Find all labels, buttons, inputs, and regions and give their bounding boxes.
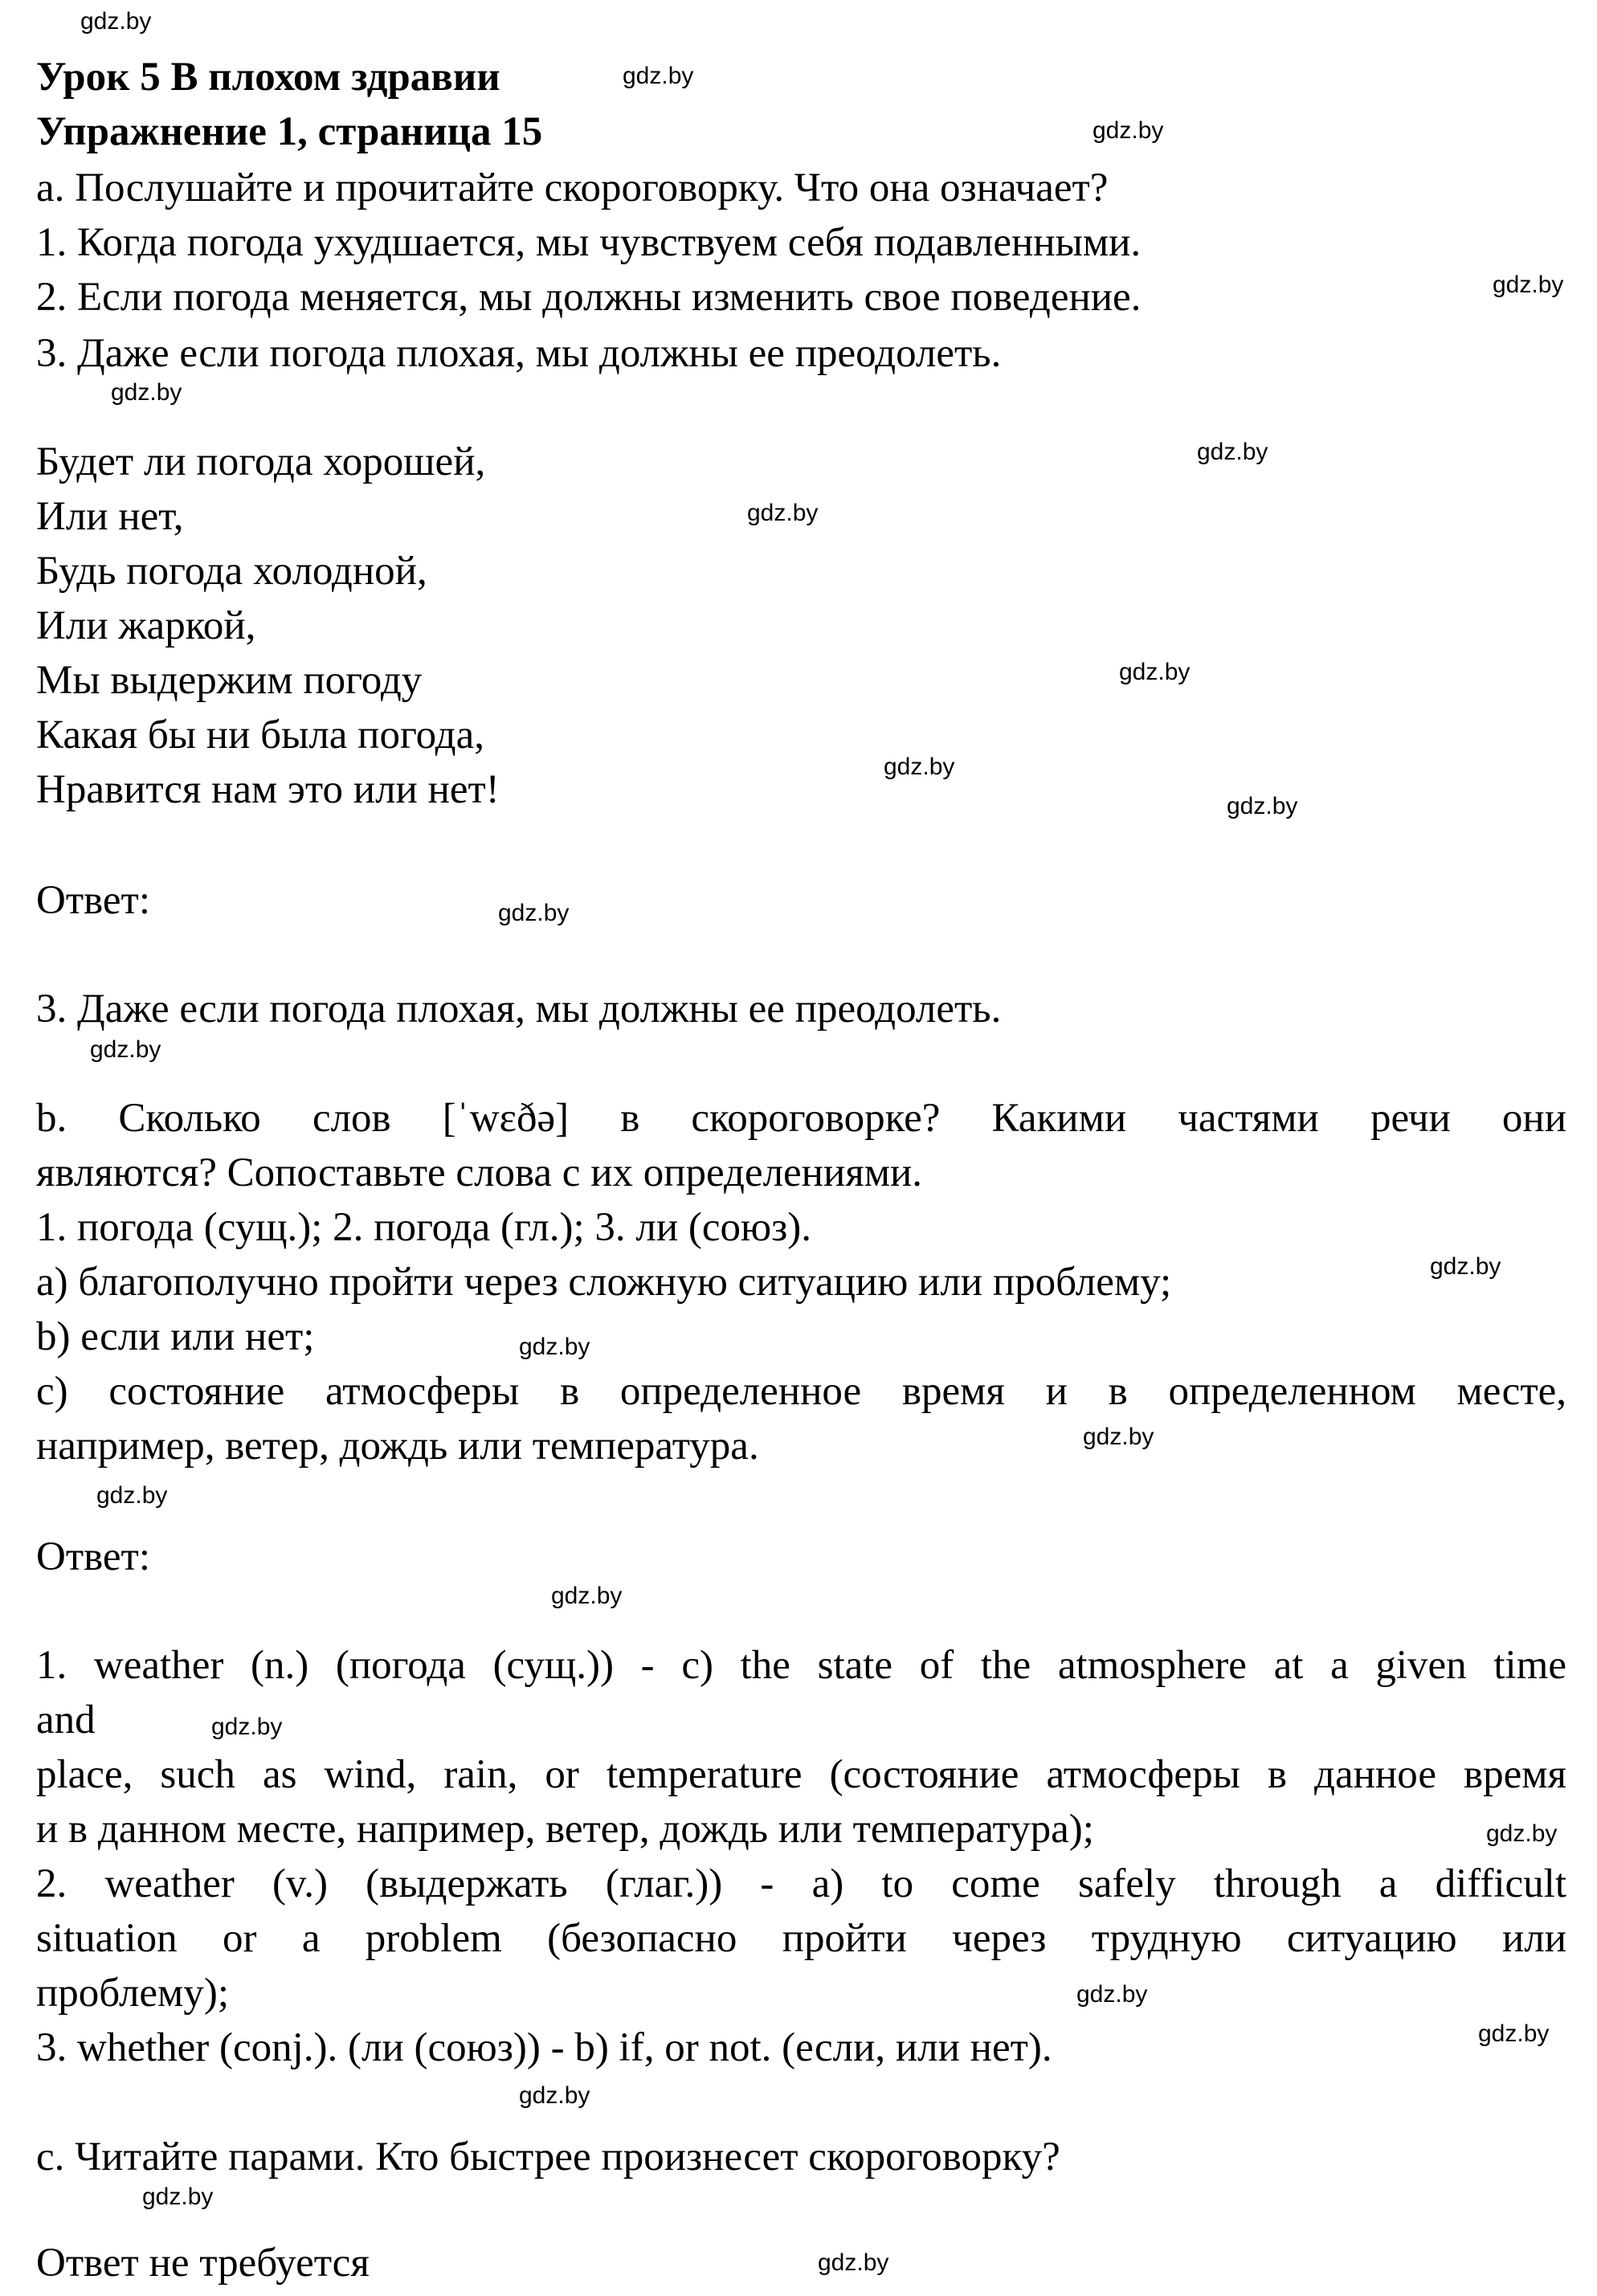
part-b-answer-line-3: place, such as wind, rain, or temperature (состояние атмосферы в данное время <box>36 1752 1566 1797</box>
watermark: gdz.by <box>90 1036 161 1063</box>
part-a-option-2: 2. Если погода меняется, мы должны изменить свое поведение. <box>36 275 1142 320</box>
poem-line-5: Мы выдержим погоду <box>36 658 423 703</box>
watermark: gdz.by <box>1197 439 1268 465</box>
watermark: gdz.by <box>1076 1981 1148 2008</box>
watermark: gdz.by <box>1486 1820 1558 1847</box>
part-b-answer-label: Ответ: <box>36 1534 150 1579</box>
poem-line-6: Какая бы ни была погода, <box>36 713 484 758</box>
watermark: gdz.by <box>1430 1253 1501 1280</box>
part-b-answer-line-5: 2. weather (v.) (выдержать (глаг.)) - a) to come safely through a difficult <box>36 1861 1566 1906</box>
watermark: gdz.by <box>623 63 694 89</box>
part-a-answer-label: Ответ: <box>36 878 150 923</box>
part-b-answer-line-1: 1. weather (n.) (погода (сущ.)) - c) the state of the atmosphere at a given time <box>36 1643 1566 1688</box>
watermark: gdz.by <box>498 900 570 926</box>
part-b-answer-line-2: and <box>36 1697 96 1742</box>
part-a-answer: 3. Даже если погода плохая, мы должны ее преодолеть. <box>36 987 1002 1032</box>
watermark: gdz.by <box>1227 793 1298 819</box>
exercise-title: Упражнение 1, страница 15 <box>36 109 543 154</box>
watermark: gdz.by <box>519 2082 590 2109</box>
part-b-answer-line-7: проблему); <box>36 1971 229 2016</box>
part-b-def-c-line-2: например, ветер, дождь или температура. <box>36 1424 759 1469</box>
poem-line-4: Или жаркой, <box>36 603 256 648</box>
lesson-title: Урок 5 В плохом здравии <box>36 55 500 100</box>
watermark: gdz.by <box>1478 2020 1550 2047</box>
part-a-task: a. Послушайте и прочитайте скороговорку. Что она означает? <box>36 165 1109 210</box>
watermark: gdz.by <box>519 1334 590 1360</box>
part-b-task-line-1: b. Сколько слов [ˈwεðə] в скороговорке? Какими частями речи они <box>36 1096 1566 1141</box>
part-b-task-line-2: являются? Сопоставьте слова с их определениями. <box>36 1150 923 1195</box>
watermark: gdz.by <box>211 1714 283 1740</box>
watermark: gdz.by <box>96 1482 168 1509</box>
part-b-answer-line-8: 3. whether (conj.). (ли (союз)) - b) if, or not. (если, или нет). <box>36 2025 1052 2070</box>
part-b-def-a: a) благополучно пройти через сложную ситуацию или проблему; <box>36 1260 1172 1305</box>
part-c-answer: Ответ не требуется <box>36 2241 370 2286</box>
watermark: gdz.by <box>80 8 152 35</box>
part-b-words: 1. погода (сущ.); 2. погода (гл.); 3. ли (союз). <box>36 1205 811 1250</box>
watermark: gdz.by <box>1093 117 1164 144</box>
part-a-option-3: 3. Даже если погода плохая, мы должны ее преодолеть. <box>36 331 1002 376</box>
part-b-answer-line-6: situation or a problem (безопасно пройти через трудную ситуацию или <box>36 1916 1566 1961</box>
watermark: gdz.by <box>1493 272 1564 298</box>
poem-line-7: Нравится нам это или нет! <box>36 767 500 812</box>
watermark: gdz.by <box>884 754 955 780</box>
poem-line-1: Будет ли погода хорошей, <box>36 439 486 484</box>
watermark: gdz.by <box>747 500 819 526</box>
part-a-option-1: 1. Когда погода ухудшается, мы чувствуем себя подавленными. <box>36 220 1142 265</box>
part-b-answer-line-4: и в данном месте, например, ветер, дождь или температура); <box>36 1807 1094 1852</box>
part-b-def-c-line-1: c) состояние атмосферы в определенное время и в определенном месте, <box>36 1369 1566 1414</box>
part-c-task: c. Читайте парами. Кто быстрее произнесет скороговорку? <box>36 2135 1060 2180</box>
part-b-def-b: b) если или нет; <box>36 1314 315 1359</box>
watermark: gdz.by <box>1119 659 1191 685</box>
poem-line-2: Или нет, <box>36 494 184 539</box>
watermark: gdz.by <box>142 2184 214 2210</box>
watermark: gdz.by <box>551 1583 623 1609</box>
watermark: gdz.by <box>818 2249 889 2276</box>
poem-line-3: Будь погода холодной, <box>36 549 427 594</box>
watermark: gdz.by <box>111 379 182 406</box>
watermark: gdz.by <box>1083 1424 1154 1450</box>
